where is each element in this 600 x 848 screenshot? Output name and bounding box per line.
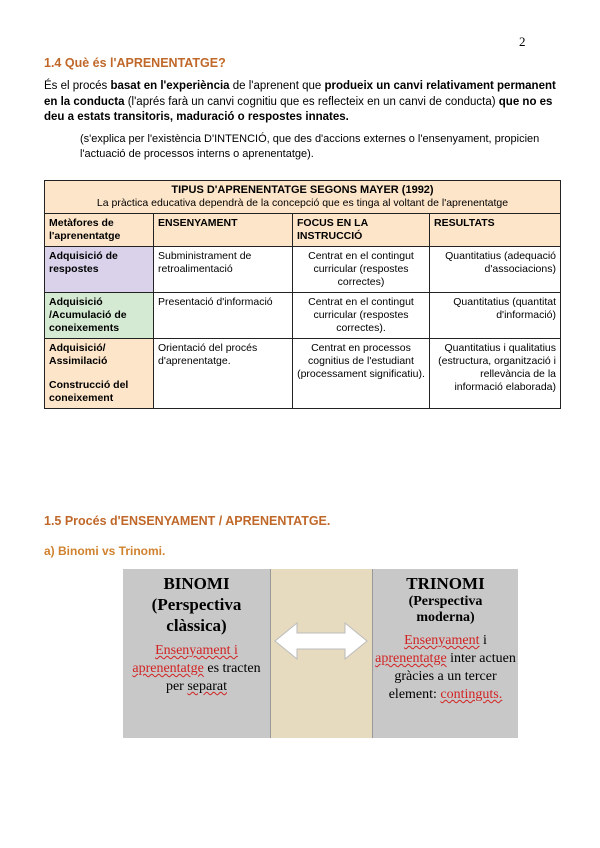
section-1-4-heading: 1.4 Què és l'APRENENTATGE?: [44, 56, 226, 70]
teaching-cell: Presentació d'informació: [154, 293, 293, 339]
metaphor-cell: Adquisició de respostes: [45, 247, 154, 293]
header-teaching: ENSENYAMENT: [154, 214, 293, 247]
trinomi-box: [372, 569, 518, 738]
mayer-learning-types-table: [44, 180, 561, 409]
trinomi-sub1: (Perspectiva: [408, 594, 483, 609]
binomi-box: [123, 569, 271, 738]
binomi-title: BINOMI: [163, 574, 230, 593]
trinomi-sub2: moderna): [416, 610, 475, 625]
header-metaphors: Metàfores de l'aprenentatge: [45, 214, 154, 247]
header-focus: FOCUS EN LA INSTRUCCIÓ: [293, 214, 430, 247]
page-number: 2: [519, 34, 526, 49]
intention-note: (s'explica per l'existència D'INTENCIÓ, que des d'accions externes o l'ensenyament, propicien l'actuació de processos interns o aprenentatge).: [80, 133, 540, 160]
table-title: TIPUS D'APRENENTATGE SEGONS MAYER (1992): [171, 184, 434, 196]
table-row: [45, 293, 561, 339]
trinomi-title: TRINOMI: [406, 574, 485, 593]
binomi-description: Ensenyament i aprenentatge es tracten per separat: [132, 643, 261, 694]
metaphor-cell: Adquisició/ Assimilació Construcció del coneixement: [45, 339, 154, 409]
header-results: RESULTATS: [430, 214, 561, 247]
table-header-row: [45, 214, 561, 247]
table-title-cell: [45, 181, 561, 214]
table-subtitle: La pràctica educativa dependrà de la concepció que es tinga al voltant de l'aprenentatge: [96, 197, 509, 209]
trinomi-description: Ensenyament i aprenentatge inter actuen gràcies a un tercer element: continguts.: [375, 633, 516, 702]
binomi-trinomi-subheading: a) Binomi vs Trinomi.: [44, 544, 166, 558]
teaching-cell: Subministrament de retroalimentació: [154, 247, 293, 293]
metaphor-cell: Adquisició /Acumulació de coneixements: [45, 293, 154, 339]
section-1-5-heading: 1.5 Procés d'ENSENYAMENT / APRENENTATGE.: [44, 514, 331, 528]
focus-cell: Centrat en el contingut curricular (respostes correctes): [293, 247, 430, 293]
binomi-vs-trinomi-diagram: [123, 569, 517, 738]
binomi-sub2: clàssica): [166, 616, 227, 635]
teaching-cell: Orientació del procés d'aprenentatge.: [154, 339, 293, 409]
results-cell: Quantitatius (adequació d'associacions): [430, 247, 561, 293]
binomi-sub1: (Perspectiva: [151, 595, 242, 614]
table-row: [45, 247, 561, 293]
table-row: [45, 339, 561, 409]
focus-cell: Centrat en processos cognitius de l'estudiant (processament significatiu).: [293, 339, 430, 409]
focus-cell: Centrat en el contingut curricular (respostes correctes).: [293, 293, 430, 339]
results-cell: Quantitatius (quantitat d'informació): [430, 293, 561, 339]
results-cell: Quantitatius i qualitatius (estructura, organització i rellevància de la informació elaborada): [430, 339, 561, 409]
double-arrow-icon: [273, 619, 369, 663]
definition-paragraph: És el procés basat en l'experiència de l'aprenent que produeix un canvi relativament permanent en la conducta (l'aprés farà un canvi cognitiu que es reflecteix en un canvi de conducta) que no es deu a estats transitoris, maduració o respostes innates.: [44, 80, 556, 123]
